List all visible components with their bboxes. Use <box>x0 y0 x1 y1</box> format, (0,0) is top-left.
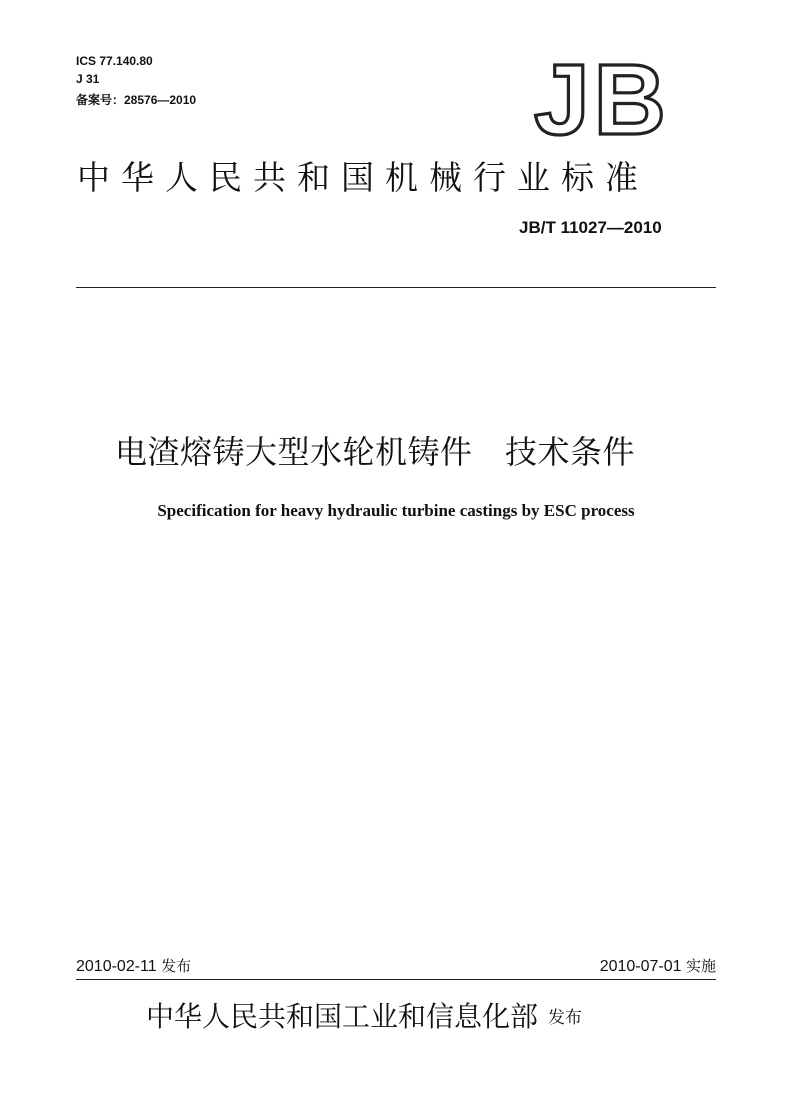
standard-category-title: 中华人民共和国机械行业标准 <box>77 158 649 197</box>
issue-date: 2010-02-11 <box>76 958 157 975</box>
issue-label: 发布 <box>161 957 192 975</box>
issuer-line <box>146 997 582 1038</box>
document-title-en: Specification for heavy hydraulic turbine castings by ESC process <box>157 501 635 520</box>
issue-date-line <box>76 956 191 977</box>
issuer-suffix: 发布 <box>548 1008 583 1028</box>
implement-label: 实施 <box>685 957 716 975</box>
document-title-cn: 电渣熔铸大型水轮机铸件 技术条件 <box>115 433 636 471</box>
issuer-name: 中华人民共和国工业和信息化部 <box>146 1000 539 1033</box>
top-divider <box>76 287 716 288</box>
standard-code: JB/T 11027—2010 <box>519 218 662 237</box>
implement-date: 2010-07-01 <box>599 958 682 975</box>
jb-logo-text: JB <box>534 52 670 144</box>
jb-logo <box>530 52 680 144</box>
implement-date-line <box>600 956 716 977</box>
classification-code: J 31 <box>76 72 100 86</box>
record-number: 备案号：28576—2010 <box>76 93 197 107</box>
ics-code: ICS 77.140.80 <box>76 54 153 68</box>
bottom-divider <box>76 979 716 980</box>
